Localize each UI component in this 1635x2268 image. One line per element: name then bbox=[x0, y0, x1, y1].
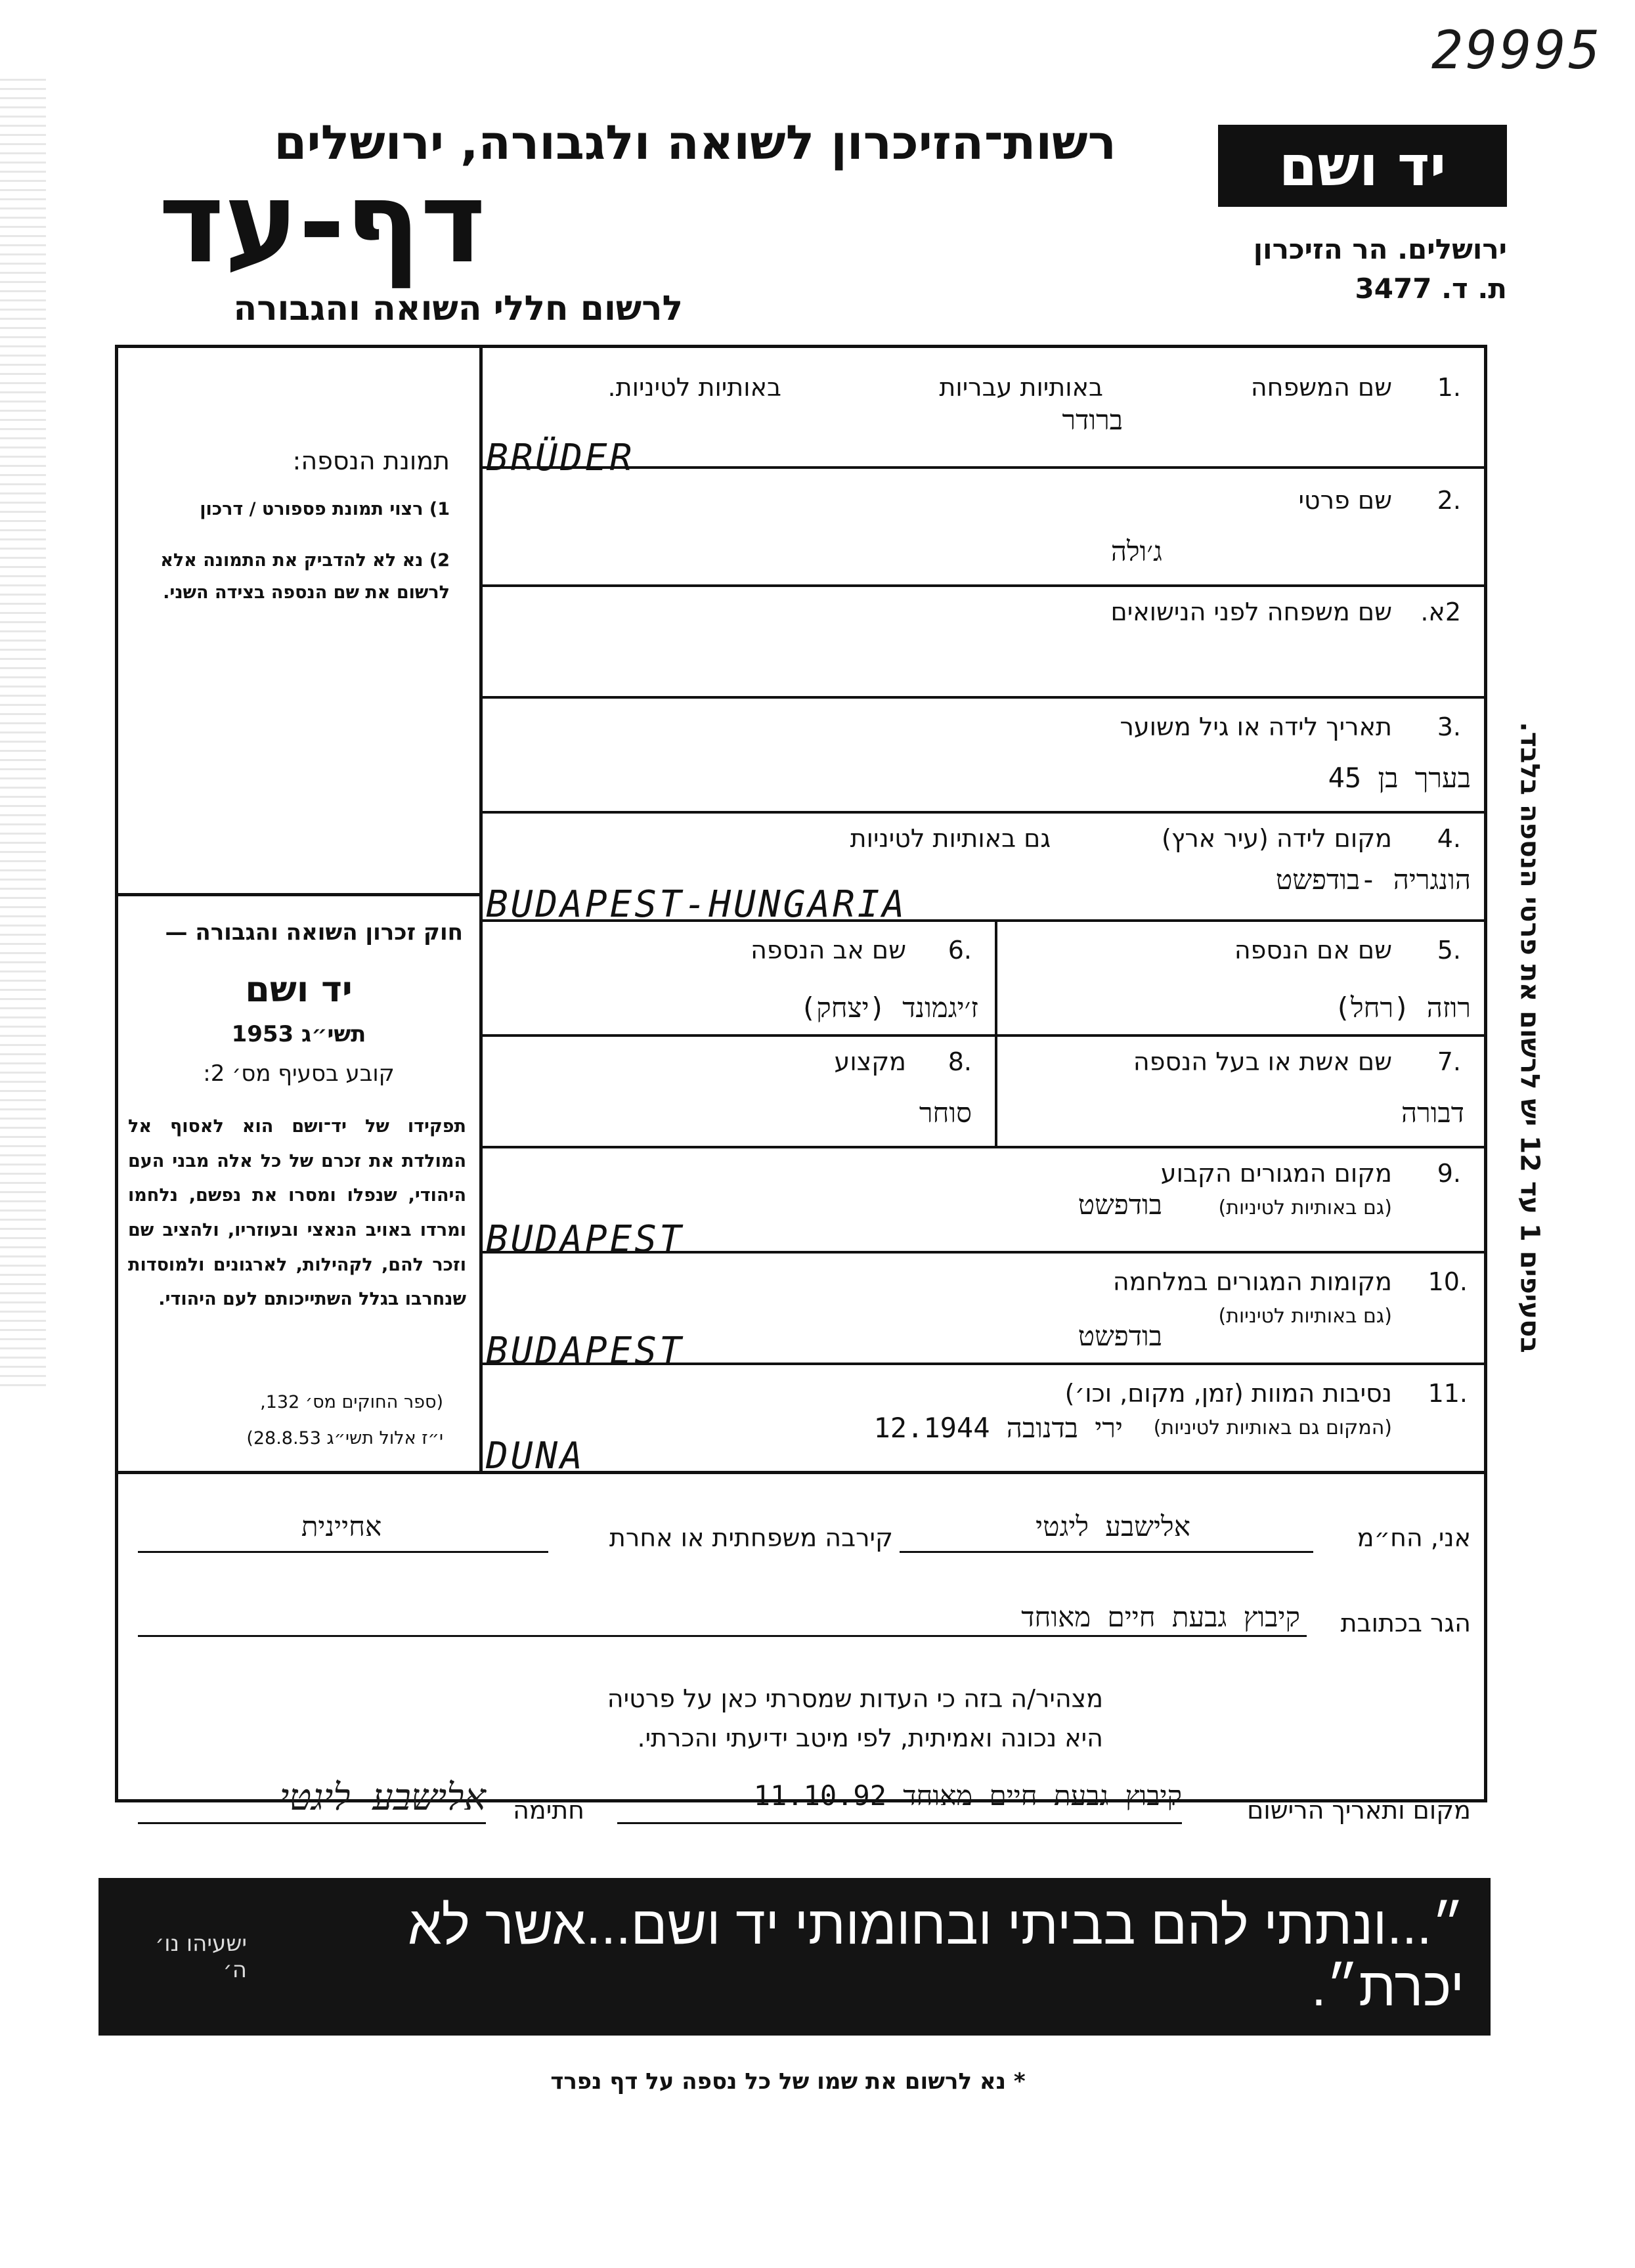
field-11-label: נסיבות המוות (זמן, מקום, וכו׳) bbox=[1064, 1379, 1392, 1408]
field-5-label: שם אם הנספה bbox=[1234, 936, 1392, 965]
field-8-value: סוחר bbox=[919, 1097, 972, 1129]
declarant-name: אלישבע ליגטי bbox=[1036, 1510, 1190, 1542]
field-3-label: תאריך לידה או גיל משוער bbox=[1120, 712, 1392, 741]
field-9-value-latin: BUDAPEST bbox=[486, 1218, 684, 1261]
field-11-number: 11. bbox=[1428, 1379, 1468, 1408]
field-6-number: 6. bbox=[948, 936, 972, 965]
field-8-number: 8. bbox=[948, 1047, 972, 1076]
left-panel-split bbox=[115, 893, 483, 896]
form-subtitle: לרשום חללי השואה והגבורה bbox=[233, 289, 683, 328]
row-line-4 bbox=[483, 811, 1487, 814]
law-source: (ספר החוקים מס׳ 132, bbox=[260, 1392, 443, 1412]
row-line-7 bbox=[483, 1146, 1487, 1148]
row-line-6 bbox=[483, 1034, 1487, 1037]
field-3-value: בערך בן 45 bbox=[1328, 762, 1471, 794]
field-1-value-hebrew: ברודר bbox=[1062, 404, 1123, 436]
footer-note: * נא לרשום את שמו של כל נספה על דף נפרד bbox=[550, 2068, 1026, 2095]
field-4-value-hebrew: הונגריה -בודפשט bbox=[1275, 863, 1471, 896]
side-note-text: בסעיפים 1 עד 12 יש לרשום את פרטי הנספה בלבד. bbox=[1515, 722, 1546, 1353]
field-10-number: 10. bbox=[1428, 1267, 1468, 1296]
field-11-value-hebrew: ירי בדנובה 12.1944 bbox=[873, 1412, 1123, 1444]
field-11-latin-hint: (המקום גם באותיות לטיניות) bbox=[1153, 1416, 1392, 1439]
relation-line bbox=[138, 1551, 548, 1553]
law-date: י״ז אלול תשי״ג 28.8.53) bbox=[246, 1428, 443, 1449]
statement-line-2: היא נכונה ואמיתית, לפי מיטב ידיעתי והכרתי. bbox=[637, 1724, 1103, 1753]
field-2-number: 2. bbox=[1437, 486, 1461, 515]
field-1-number: 1. bbox=[1437, 373, 1461, 402]
field-7-number: 7. bbox=[1437, 1047, 1461, 1076]
field-4-latin-hint: גם באותיות לטיניות bbox=[850, 824, 1051, 853]
law-text: תפקידו של יד־ושם הוא לאסוף אל המולדת את זכרם של כל אלה מבני העם היהודי, שנפלו ומסרו את נפשם, נלחמו ומרדו באויב הנאצי ובעוזריו, ולהציב שם וזכר להם, לקהילות, לארגונים ולמוסדות שנחרבו בגלל השתייכותם לעם היהודי. bbox=[128, 1116, 466, 1310]
field-2-label: שם פרטי bbox=[1298, 486, 1392, 515]
document-number: 29995 bbox=[1431, 20, 1603, 81]
declarant-name-line bbox=[900, 1551, 1313, 1553]
field-10-value-latin: BUDAPEST bbox=[486, 1330, 684, 1372]
field-7-label: שם אשת או בעל הנספה bbox=[1133, 1047, 1392, 1076]
field-3-number: 3. bbox=[1437, 712, 1461, 741]
yad-vashem-logo bbox=[1218, 125, 1507, 207]
photo-note-1: 1) רצוי תמונת פספורט / דרכון bbox=[200, 499, 450, 519]
field-10-latin-hint: (גם באותיות לטיניות) bbox=[1218, 1305, 1392, 1328]
law-title: חוק זכרון השואה והגבורה — bbox=[165, 919, 463, 946]
field-5-number: 5. bbox=[1437, 936, 1461, 965]
field-2a-number: 2א. bbox=[1420, 598, 1461, 626]
place-date-value: קיבוץ גבעת חיים מאוחד 11.10.92 bbox=[753, 1779, 1182, 1812]
law-name: יד ושם bbox=[245, 969, 353, 1010]
place-date-label: מקום ותאריך הרישום bbox=[1247, 1796, 1471, 1825]
field-6-label: שם אב הנספה bbox=[751, 936, 906, 965]
field-4-label: מקום לידה (עיר ארץ) bbox=[1162, 824, 1392, 853]
place-date-line bbox=[617, 1822, 1182, 1824]
banner-quote: ״...ונתתי להם בביתי ובחומותי יד ושם...אשר לא יכרת״. bbox=[408, 1896, 1464, 2017]
statement-line-1: מצהיר/ה בזה כי העדות שמסרתי כאן על פרטיה bbox=[607, 1684, 1103, 1713]
row-line-2 bbox=[483, 584, 1487, 587]
authority-name: רשות־הזיכרון לשואה ולגבורה, ירושלים bbox=[274, 115, 1116, 170]
field-11-value-latin: DUNA bbox=[486, 1435, 585, 1477]
field-4-number: 4. bbox=[1437, 824, 1461, 853]
address-line-1: ירושלים. הר הזיכרון bbox=[1253, 233, 1507, 265]
address-line-2: ת. ד. 3477 bbox=[1355, 273, 1507, 305]
quote-banner bbox=[98, 1878, 1491, 2036]
field-10-label: מקומות המגורים במלחמה bbox=[1112, 1267, 1392, 1296]
field-10-value-hebrew: בודפשט bbox=[1078, 1320, 1162, 1352]
logo-text: יד ושם bbox=[1278, 133, 1447, 198]
field-8-label: מקצוע bbox=[834, 1047, 906, 1076]
banner-source: ישעיהו נו׳ ה׳ bbox=[155, 1930, 247, 1983]
form-title: דף-עד bbox=[158, 158, 486, 288]
law-year: תשי״ג 1953 bbox=[231, 1021, 366, 1047]
address-line bbox=[138, 1635, 1307, 1637]
signature-line bbox=[138, 1822, 486, 1824]
signature-label: חתימה bbox=[513, 1796, 584, 1825]
scan-edge-noise bbox=[0, 79, 46, 1392]
left-panel-divider bbox=[479, 345, 483, 1474]
relation-label: קירבה משפחתית או אחרת bbox=[609, 1523, 893, 1552]
address-value: קיבוץ גבעת חיים מאוחד bbox=[1021, 1601, 1300, 1633]
field-2-value: ג׳ולה bbox=[1110, 535, 1162, 567]
side-note bbox=[1504, 722, 1556, 1353]
field-1-hebrew-hint: באותיות עבריות bbox=[939, 373, 1103, 402]
col-split bbox=[995, 919, 997, 1146]
row-line-3 bbox=[483, 696, 1487, 699]
field-9-number: 9. bbox=[1437, 1159, 1461, 1188]
field-6-value: ז׳יגמונד (יצחק) bbox=[800, 992, 978, 1024]
address-label: הגר בכתובת bbox=[1340, 1609, 1471, 1638]
photo-panel-title: תמונת הנספה: bbox=[292, 447, 450, 475]
field-1-latin-hint: באותיות לטיניות. bbox=[607, 373, 781, 402]
field-2a-label: שם משפחה לפני הנישואים bbox=[1110, 598, 1392, 626]
signature-value: אלישבע ליגטי bbox=[279, 1776, 486, 1819]
declaration-i-label: אני, הח״מ bbox=[1357, 1523, 1471, 1552]
photo-note-2: 2) נא לא להדביק את התמונה אלא לרשום את שם הנספה בצידה השני. bbox=[160, 550, 450, 603]
field-9-label: מקום המגורים הקבוע bbox=[1160, 1159, 1392, 1188]
field-7-value: דבורה bbox=[1401, 1097, 1464, 1129]
row-line-10 bbox=[115, 1471, 1487, 1474]
field-1-value-latin: BRÜDER bbox=[486, 437, 635, 479]
field-1-label: שם המשפחה bbox=[1250, 373, 1392, 402]
law-clause: קובע בסעיף מס׳ 2: bbox=[203, 1060, 395, 1087]
relation-value: אחיינית bbox=[301, 1510, 382, 1542]
field-9-latin-hint: (גם באותיות לטיניות) bbox=[1218, 1196, 1392, 1219]
field-9-value-hebrew: בודפשט bbox=[1078, 1189, 1162, 1221]
field-5-value: רוזה (רחל) bbox=[1334, 992, 1471, 1024]
field-4-value-latin: BUDAPEST-HUNGARIA bbox=[486, 883, 907, 926]
